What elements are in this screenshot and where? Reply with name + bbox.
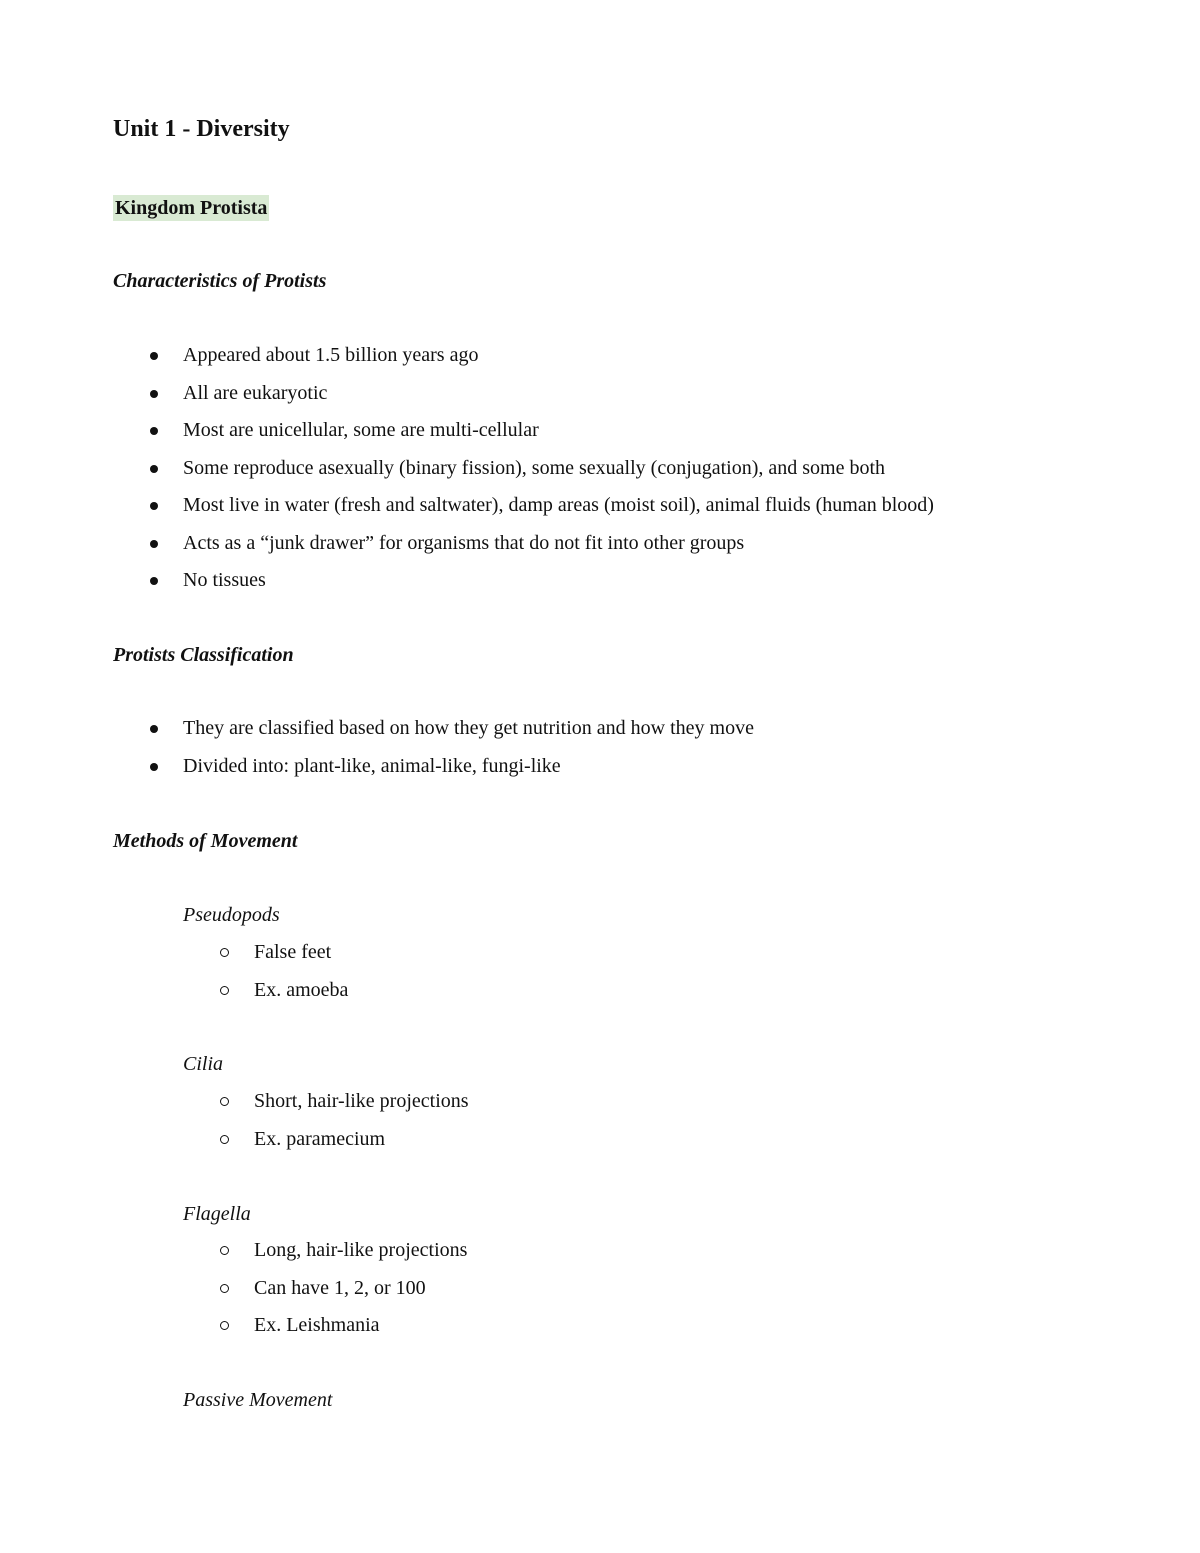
list-item: Most are unicellular, some are multi-cellular: [145, 412, 934, 450]
circle-bullet-icon: [220, 1135, 229, 1144]
list-item: Ex. paramecium: [215, 1121, 469, 1159]
circle-bullet-icon: [220, 986, 229, 995]
circle-bullet-icon: [220, 1246, 229, 1255]
bullet-icon: [150, 465, 158, 473]
circle-bullet-icon: [220, 948, 229, 957]
list-item: No tissues: [145, 562, 934, 600]
classification-list: [145, 710, 754, 785]
bullet-icon: [150, 540, 158, 548]
pseudopods-list: [215, 934, 348, 1009]
list-item: Acts as a “junk drawer” for organisms that do not fit into other groups: [145, 525, 934, 563]
classification-heading: Protists Classification: [113, 644, 294, 666]
circle-bullet-icon: [220, 1284, 229, 1293]
flagella-list: [215, 1232, 467, 1345]
circle-bullet-icon: [220, 1321, 229, 1330]
kingdom-heading: Kingdom Protista: [115, 197, 268, 219]
movement-heading: Methods of Movement: [113, 830, 298, 852]
pseudopods-subheading: Pseudopods: [183, 904, 280, 926]
list-item: Some reproduce asexually (binary fission), some sexually (conjugation), and some both: [145, 450, 934, 488]
list-item: They are classified based on how they get nutrition and how they move: [145, 710, 754, 748]
bullet-icon: [150, 577, 158, 585]
bullet-icon: [150, 763, 158, 771]
characteristics-heading: Characteristics of Protists: [113, 270, 327, 292]
cilia-list: [215, 1083, 469, 1158]
characteristics-list: [145, 337, 934, 600]
passive-movement-subheading: Passive Movement: [183, 1389, 333, 1411]
list-item: False feet: [215, 934, 348, 972]
circle-bullet-icon: [220, 1097, 229, 1106]
bullet-icon: [150, 352, 158, 360]
bullet-icon: [150, 725, 158, 733]
list-item: All are eukaryotic: [145, 375, 934, 413]
cilia-subheading: Cilia: [183, 1053, 224, 1075]
list-item: Long, hair-like projections: [215, 1232, 467, 1270]
list-item: Short, hair-like projections: [215, 1083, 469, 1121]
list-item: Can have 1, 2, or 100: [215, 1270, 467, 1308]
flagella-subheading: Flagella: [183, 1203, 251, 1225]
page-title: Unit 1 - Diversity: [113, 116, 290, 142]
bullet-icon: [150, 502, 158, 510]
list-item: Divided into: plant-like, animal-like, fungi-like: [145, 748, 754, 786]
list-item: Most live in water (fresh and saltwater), damp areas (moist soil), animal fluids (human blood): [145, 487, 934, 525]
bullet-icon: [150, 427, 158, 435]
list-item: Ex. Leishmania: [215, 1307, 467, 1345]
list-item: Ex. amoeba: [215, 972, 348, 1010]
bullet-icon: [150, 390, 158, 398]
list-item: Appeared about 1.5 billion years ago: [145, 337, 934, 375]
